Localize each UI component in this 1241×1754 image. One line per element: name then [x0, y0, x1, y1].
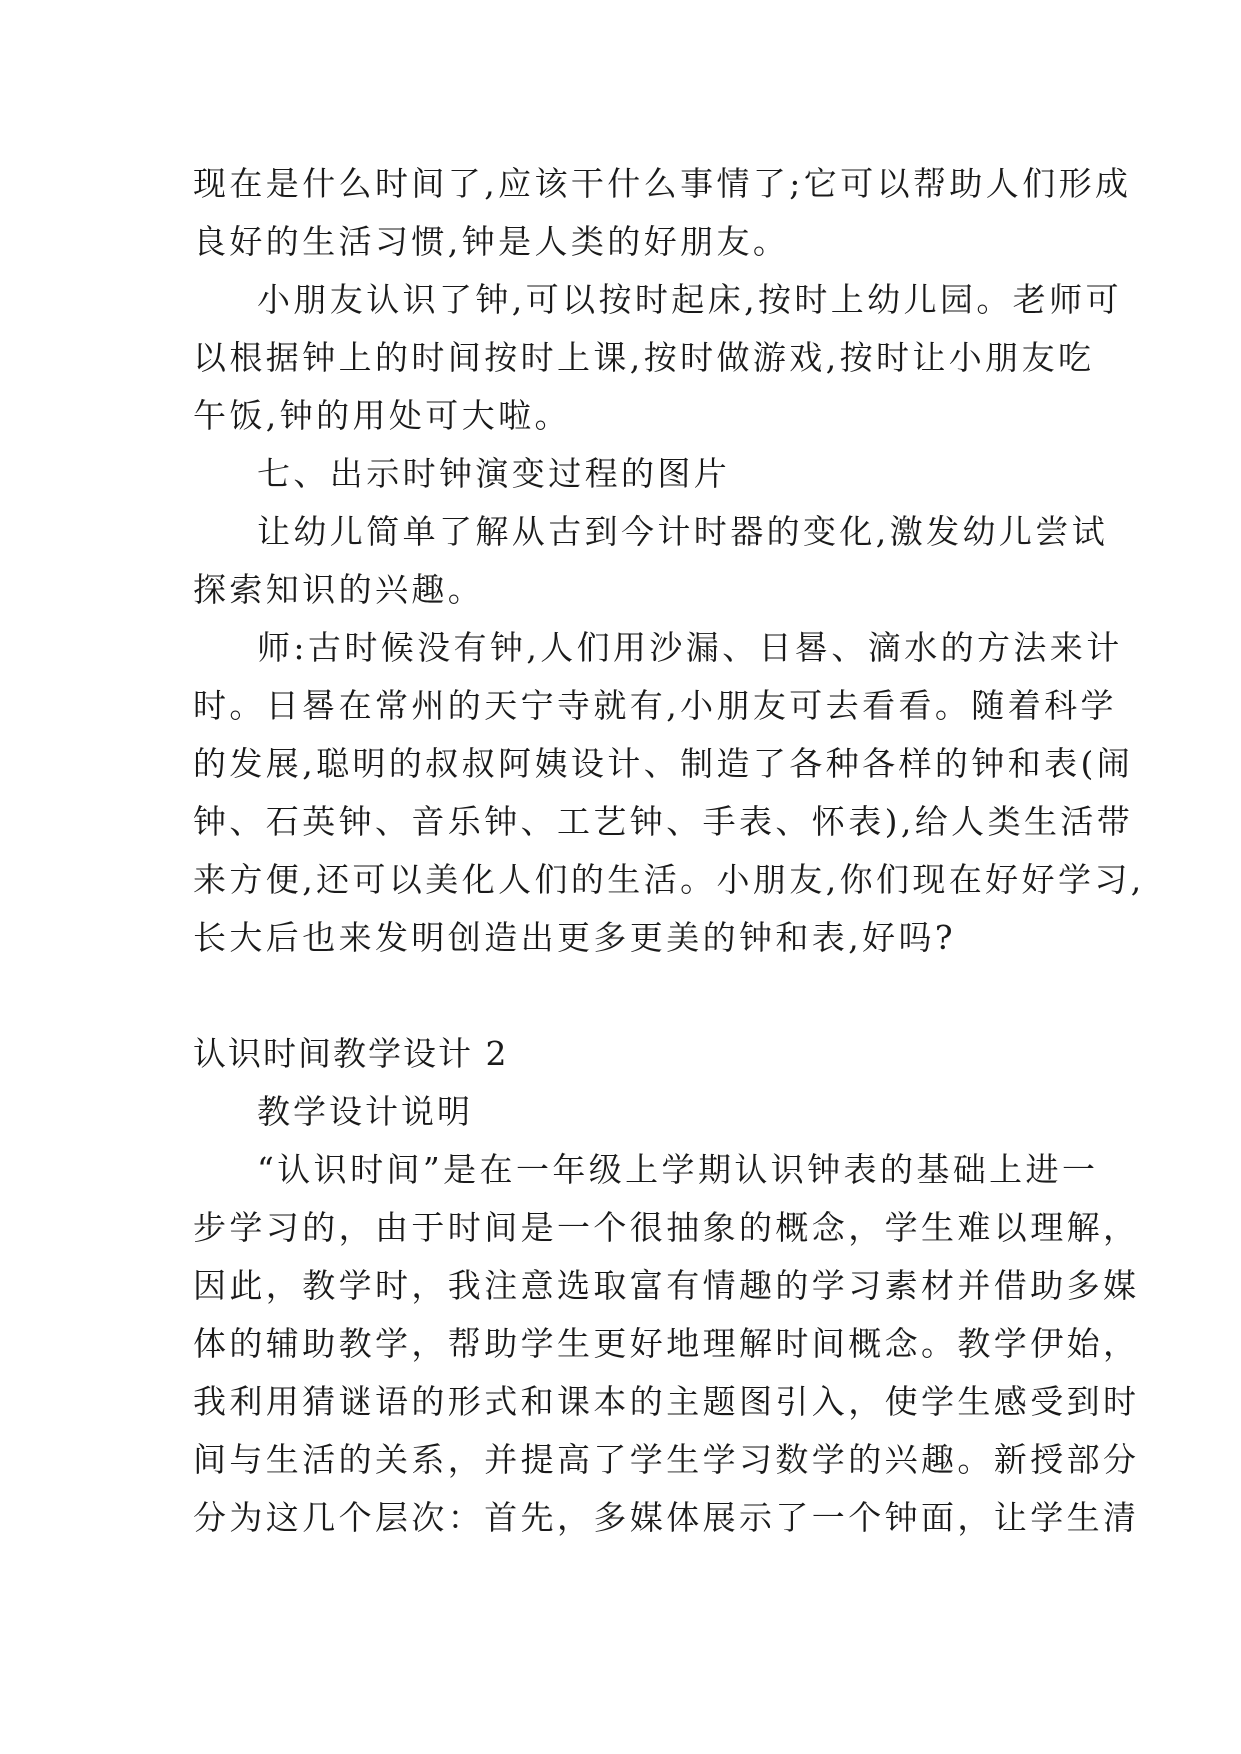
- paragraph-line: 以根据钟上的时间按时上课,按时做游戏,按时让小朋友吃: [193, 338, 1095, 377]
- paragraph-line: 现在是什么时间了,应该干什么事情了;它可以帮助人们形成: [193, 164, 1132, 203]
- paragraph-line: 我利用猜谜语的形式和课本的主题图引入，使学生感受到时: [193, 1382, 1140, 1421]
- paragraph-line: 分为这几个层次：首先，多媒体展示了一个钟面，让学生清: [193, 1498, 1140, 1537]
- document-title: 认识时间教学设计 2: [193, 1034, 509, 1073]
- paragraph-line: 让幼儿简单了解从古到今计时器的变化,激发幼儿尝试: [257, 512, 1109, 551]
- paragraph-line: 午饭,钟的用处可大啦。: [193, 396, 571, 435]
- paragraph-line: 时。日晷在常州的天宁寺就有,小朋友可去看看。随着科学: [193, 686, 1117, 725]
- paragraph-line: 小朋友认识了钟,可以按时起床,按时上幼儿园。老师可: [257, 280, 1122, 319]
- paragraph-line: 探索知识的兴趣。: [193, 570, 485, 609]
- paragraph-line: 长大后也来发明创造出更多更美的钟和表,好吗?: [193, 918, 956, 957]
- section-heading-line: 七、出示时钟演变过程的图片: [257, 454, 731, 493]
- paragraph-line: 来方便,还可以美化人们的生活。小朋友,你们现在好好学习,: [193, 860, 1145, 899]
- paragraph-line: “认识时间”是在一年级上学期认识钟表的基础上进一: [257, 1150, 1099, 1189]
- paragraph-line: 良好的生活习惯,钟是人类的好朋友。: [193, 222, 790, 261]
- paragraph-line: 师:古时候没有钟,人们用沙漏、日晷、滴水的方法来计: [257, 628, 1123, 667]
- paragraph-line: 的发展,聪明的叔叔阿姨设计、制造了各种各样的钟和表(闹: [193, 744, 1134, 783]
- paragraph-line: 因此，教学时，我注意选取富有情趣的学习素材并借助多媒: [193, 1266, 1140, 1305]
- paragraph-line: 步学习的，由于时间是一个很抽象的概念，学生难以理解，: [193, 1208, 1140, 1247]
- paragraph-line: 体的辅助教学，帮助学生更好地理解时间概念。教学伊始，: [193, 1324, 1140, 1363]
- paragraph-line: 间与生活的关系，并提高了学生学习数学的兴趣。新授部分: [193, 1440, 1140, 1479]
- section-subtitle: 教学设计说明: [257, 1092, 473, 1131]
- paragraph-line: 钟、石英钟、音乐钟、工艺钟、手表、怀表),给人类生活带: [193, 802, 1134, 841]
